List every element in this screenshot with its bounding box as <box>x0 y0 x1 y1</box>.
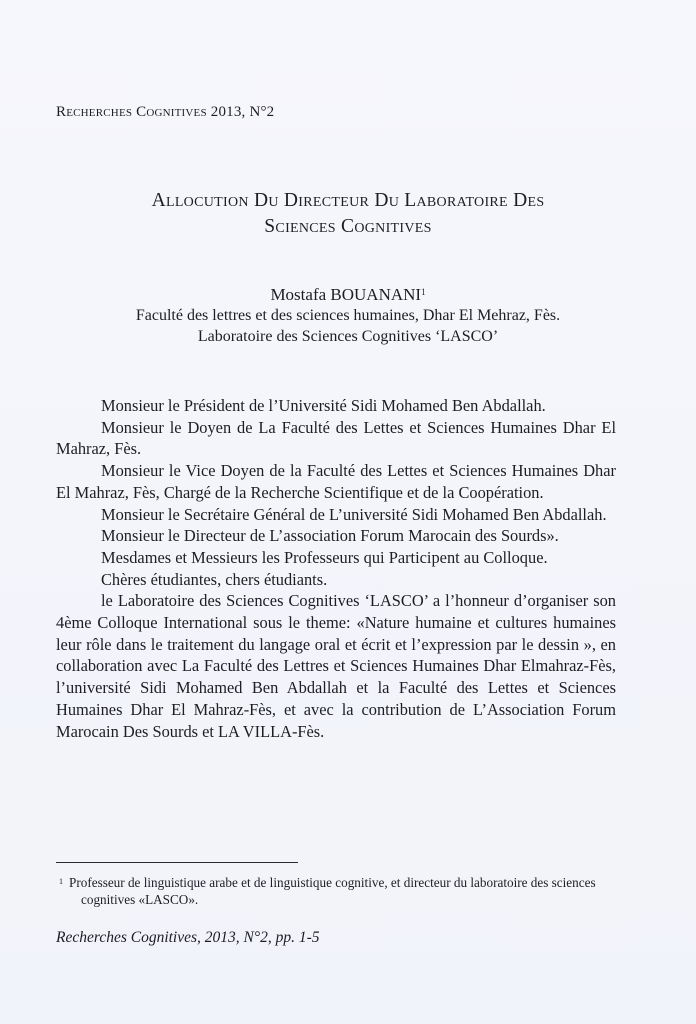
footnote-text: Professeur de linguistique arabe et de linguistique cognitive, et directeur du laboratoire des sciences cognitives «LASCO». <box>69 875 596 907</box>
paragraph: Chères étudiantes, chers étudiants. <box>101 569 328 589</box>
paragraph: le Laboratoire des Sciences Cognitives ‘LASCO’ a l’honneur d’organiser son 4ème Colloque International sous le theme: «Nature humaine et cultures humaines leur rôle dans le traitement du langage oral et écrit et l’expression par le dessin », en collaboration avec La Faculté des Lettres et Sciences Humaines Dhar Elmahraz-Fès, l’université Sidi Mohamed Ben Abdallah et la Faculté des Lettes et Sciences Humaines Dhar El Mahraz-Fès, et avec la contribution de L’Association Forum Marocain Des Sourds et LA VILLA-Fès. <box>56 591 616 741</box>
footnote-divider <box>56 862 298 863</box>
author-name <box>40 284 656 305</box>
footnote <box>56 874 622 908</box>
author-affiliation-2: Laboratoire des Sciences Cognitives ‘LASCO’ <box>197 328 499 345</box>
title-line-2: Sciences Cognitives <box>264 216 432 237</box>
body-text <box>56 395 616 742</box>
author-name-text: Mostafa BOUANANI <box>270 285 422 304</box>
paragraph: Monsieur le Secrétaire Général de L’université Sidi Mohamed Ben Abdallah. <box>101 504 607 524</box>
paragraph: Monsieur le Doyen de La Faculté des Lettes et Sciences Humaines Dhar El Mahraz, Fès. <box>56 417 616 459</box>
article-title <box>40 188 656 240</box>
paragraph: Monsieur le Directeur de L’association Forum Marocain des Sourds». <box>101 526 559 546</box>
footnote-marker: 1 <box>59 877 63 886</box>
author-footnote-marker: 1 <box>421 287 426 297</box>
title-line-1: Allocution Du Directeur Du Laboratoire Des <box>151 190 545 211</box>
running-head: Recherches Cognitives 2013, N°2 <box>56 104 275 120</box>
author-block <box>40 284 656 347</box>
author-affiliation-1: Faculté des lettres et des sciences humaines, Dhar El Mehraz, Fès. <box>135 307 561 324</box>
paragraph: Monsieur le Président de l’Université Sidi Mohamed Ben Abdallah. <box>101 396 546 415</box>
paragraph: Monsieur le Vice Doyen de la Faculté des Lettes et Sciences Humaines Dhar El Mahraz, Fès, Chargé de la Recherche Scientifique et de la Coopération. <box>56 461 616 502</box>
paragraph: Mesdames et Messieurs les Professeurs qui Participent au Colloque. <box>101 547 548 567</box>
citation: Recherches Cognitives, 2013, N°2, pp. 1-5 <box>56 929 320 946</box>
